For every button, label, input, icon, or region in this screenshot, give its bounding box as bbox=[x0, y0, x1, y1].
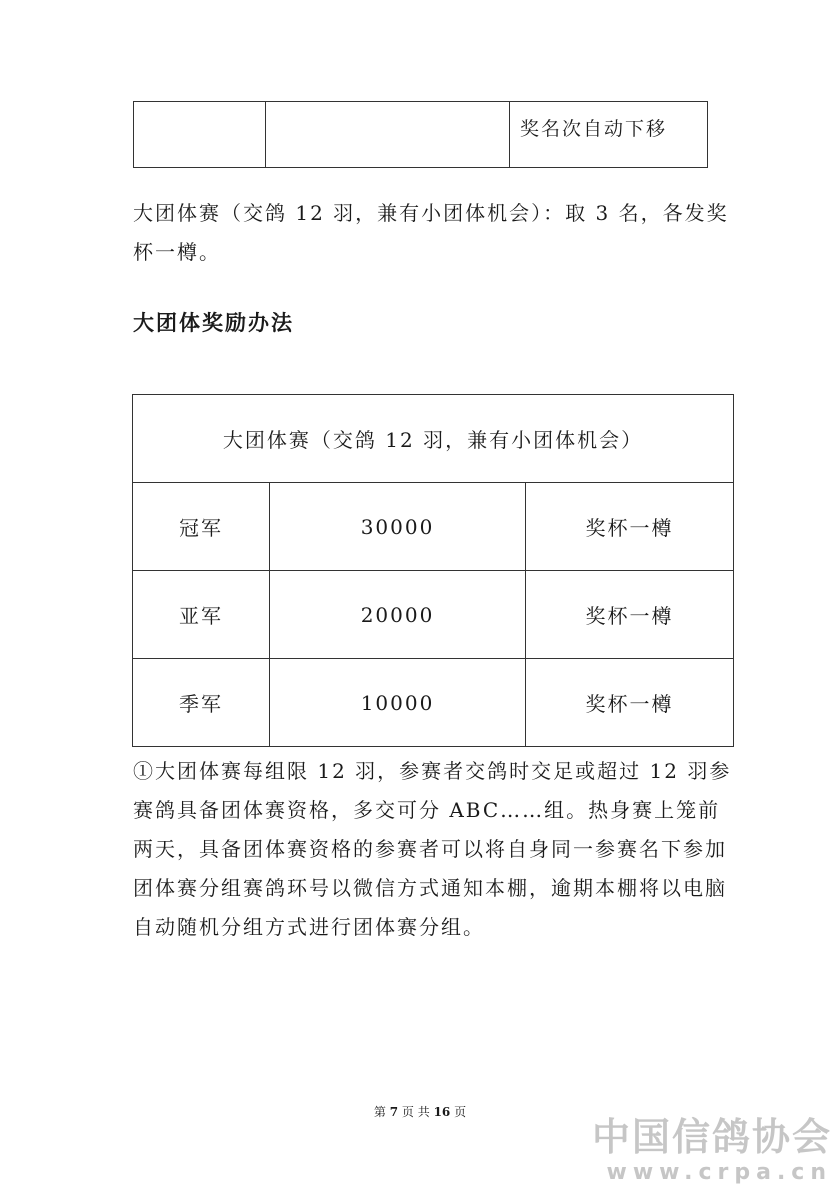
footer-prefix: 第 bbox=[373, 1105, 386, 1119]
watermark-title: 中国信鸽协会 bbox=[591, 1115, 832, 1159]
previous-table-fragment bbox=[133, 101, 708, 168]
prize-table bbox=[132, 394, 734, 747]
table-cell bbox=[134, 102, 266, 168]
watermark-url: www.crpa.cn bbox=[606, 1160, 832, 1185]
place-cell: 冠军 bbox=[133, 483, 270, 571]
footer-suffix: 页 bbox=[454, 1105, 467, 1119]
amount-cell: 30000 bbox=[270, 483, 526, 571]
table-cell bbox=[266, 102, 510, 168]
table-row bbox=[133, 571, 734, 659]
prize-cell: 奖杯一樽 bbox=[526, 571, 734, 659]
watermark bbox=[592, 1115, 832, 1187]
table-row bbox=[133, 659, 734, 747]
footer-middle: 页 共 bbox=[401, 1105, 430, 1119]
section-heading: 大团体奖励办法 bbox=[133, 311, 294, 335]
cell-text: 奖名次自动下移 bbox=[520, 118, 668, 140]
amount-cell: 20000 bbox=[270, 571, 526, 659]
total-pages: 16 bbox=[433, 1105, 451, 1119]
page-number: 7 bbox=[389, 1105, 399, 1119]
team-race-paragraph: 大团体赛（交鸽 12 羽，兼有小团体机会）：取 3 名，各发奖杯一樽。 bbox=[133, 201, 729, 264]
amount-cell: 10000 bbox=[270, 659, 526, 747]
place-cell: 季军 bbox=[133, 659, 270, 747]
prize-table-header: 大团体赛（交鸽 12 羽，兼有小团体机会） bbox=[133, 395, 734, 483]
prize-cell: 奖杯一樽 bbox=[526, 659, 734, 747]
table-row bbox=[133, 483, 734, 571]
rules-note-paragraph: ①大团体赛每组限 12 羽，参赛者交鸽时交足或超过 12 羽参赛鸽具备团体赛资格，多交可分 ABC……组。热身赛上笼前两天，具备团体赛资格的参赛者可以将自身同一参赛名下参加团体赛分组赛鸽环号以微信方式通知本棚，逾期本棚将以电脑自动随机分组方式进行团体赛分组。 bbox=[133, 759, 732, 939]
table-cell bbox=[510, 102, 708, 168]
prize-cell: 奖杯一樽 bbox=[526, 483, 734, 571]
place-cell: 亚军 bbox=[133, 571, 270, 659]
